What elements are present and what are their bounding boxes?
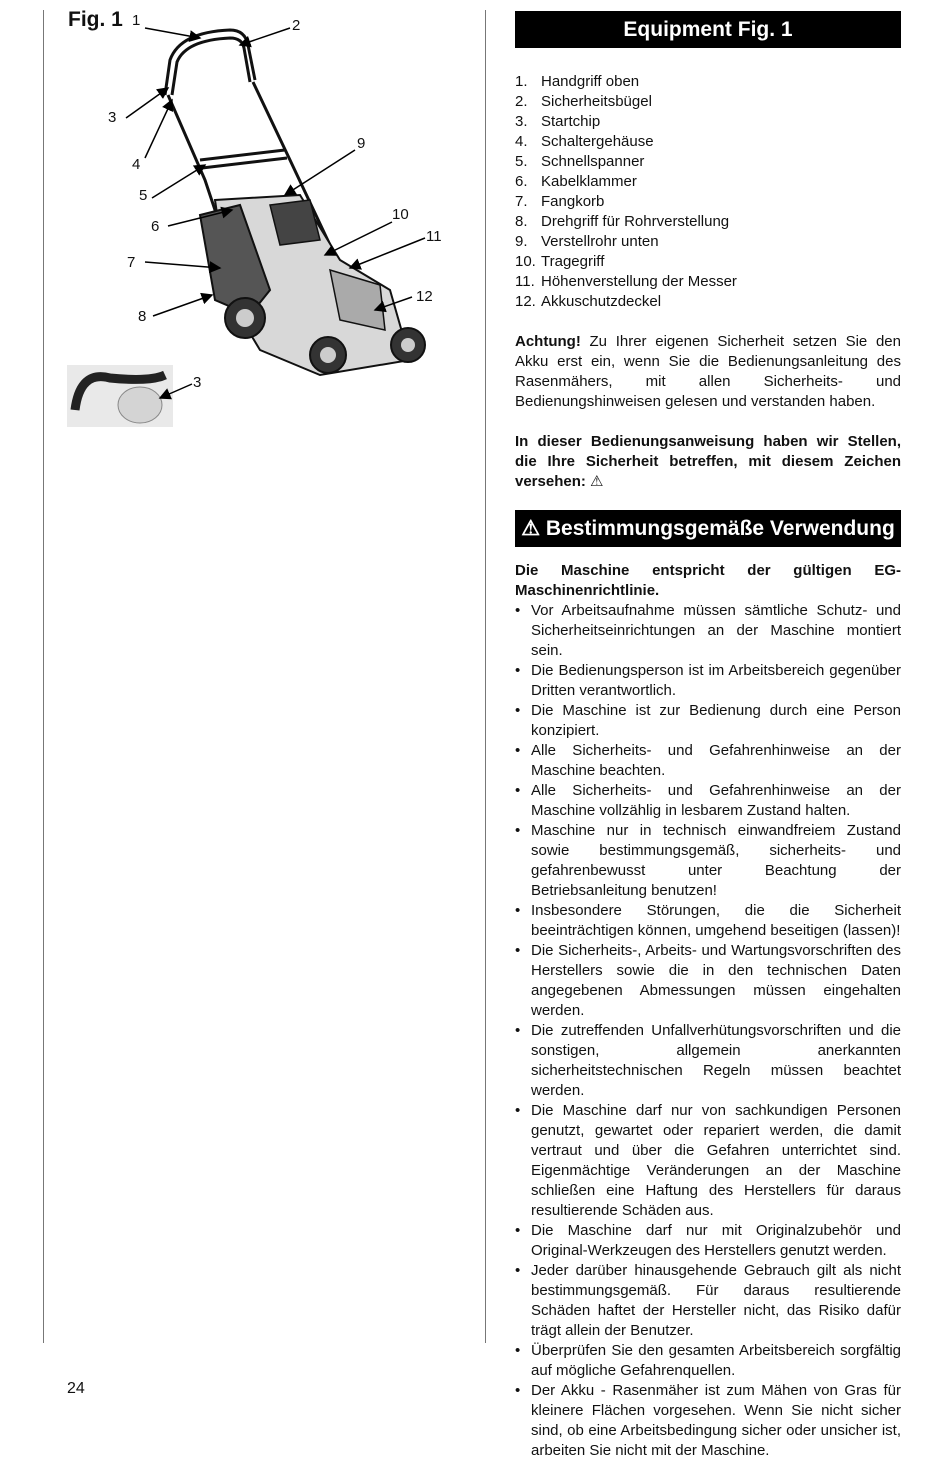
list-item: • Überprüfen Sie den gesamten Arbeitsbereich sorgfältig auf mögliche Gefahrenquellen.: [515, 1341, 901, 1381]
intended-use-section: [515, 510, 901, 1461]
callout-10: 10: [392, 206, 409, 223]
page-number: 24: [67, 1380, 85, 1397]
callout-2: 2: [292, 17, 301, 34]
list-item: 7. Fangkorb: [515, 193, 605, 210]
list-item: • Die Maschine ist zur Bedienung durch eine Person konzipiert.: [515, 701, 901, 741]
list-item: 4. Schaltergehäuse: [515, 133, 654, 150]
callout-6: 6: [151, 218, 160, 235]
list-item: • Der Akku - Rasenmäher ist zum Mähen von Gras für kleinere Flächen vorgesehen. Wenn Sie nicht sicher sind, ob eine Arbeitsbedingung sicher oder unsicher ist, arbeiten Sie nicht mit der Maschine.: [515, 1381, 901, 1461]
column-divider-rule: [485, 10, 486, 1343]
callout-7: 7: [127, 254, 136, 271]
list-item: 12. Akkuschutzdeckel: [515, 293, 662, 310]
list-item: 10. Tragegriff: [515, 253, 605, 270]
list-item: 1. Handgriff oben: [515, 73, 640, 90]
callout-5: 5: [139, 187, 148, 204]
callout-9: 9: [357, 135, 366, 152]
list-item: • Die Maschine darf nur von sachkundigen Personen genutzt, gewartet oder repariert werden, die damit vertraut und über die Gefahren unterrichtet sind. Eigenmächtige Veränderungen an der Maschine schließen eine Haftung des Herstellers für daraus resultierende Schäden aus.: [515, 1101, 901, 1221]
list-item: 5. Schnellspanner: [515, 153, 645, 170]
list-item: • Die zutreffenden Unfallverhütungsvorschriften und die sonstigen, allgemein anerkannten sicherheitstechnischen Regeln müssen beachtet werden.: [515, 1021, 901, 1101]
warning-note: In dieser Bedienungsanweisung haben wir Stellen, die Ihre Sicherheit betreffen, mit diesem Zeichen versehen: ⚠: [515, 433, 901, 490]
intended-use-intro: Die Maschine entspricht der gültigen EG-Maschinenrichtlinie.: [515, 562, 901, 599]
callout-8: 8: [138, 308, 147, 325]
callout-12: 12: [416, 288, 433, 305]
list-item: • Alle Sicherheits- und Gefahrenhinweise an der Maschine vollzählig in lesbarem Zustand halten.: [515, 781, 901, 821]
list-item: 6. Kabelklammer: [515, 173, 637, 190]
callout-11: 11: [426, 228, 442, 245]
list-item: • Die Bedienungsperson ist im Arbeitsbereich gegenüber Dritten verantwortlich.: [515, 661, 901, 701]
list-item: • Jeder darüber hinausgehende Gebrauch gilt als nicht bestimmungsgemäß. Für daraus resultierende Schäden haftet der Hersteller nicht, das Risiko dafür trägt allein der Benutzer.: [515, 1261, 901, 1341]
callout-4: 4: [132, 156, 141, 173]
equipment-list: [515, 72, 901, 312]
list-item: 8. Drehgriff für Rohrverstellung: [515, 213, 730, 230]
intended-use-header: ⚠ Bestimmungsgemäße Verwendung: [515, 510, 901, 547]
callout-1: 1: [132, 12, 141, 29]
list-item: • Insbesondere Störungen, die die Sicherheit beeinträchtigen können, umgehend beseitigen (lassen)!: [515, 901, 901, 941]
callout-3-chip: 3: [193, 374, 202, 391]
list-item: • Maschine nur in technisch einwandfreiem Zustand sowie bestimmungsgemäß, sicherheits- und gefahrenbewusst unter Beachtung der Betriebsanleitung benutzen!: [515, 821, 901, 901]
list-item: • Die Sicherheits-, Arbeits- und Wartungsvorschriften des Herstellers sowie die in den technischen Daten angegebenen Abmessungen müssen eingehalten werden.: [515, 941, 901, 1021]
list-item: • Alle Sicherheits- und Gefahrenhinweise an der Maschine beachten.: [515, 741, 901, 781]
list-item: • Vor Arbeitsaufnahme müssen sämtliche Schutz- und Sicherheitseinrichtungen an der Maschine montiert sein.: [515, 601, 901, 661]
figure-title: Fig. 1: [68, 8, 123, 31]
attention-paragraph: Achtung! Zu Ihrer eigenen Sicherheit setzen Sie den Akku erst ein, wenn Sie die Bedienungsanleitung des Rasenmähers, mit allen Sicherheits- und Bedienungshinweisen gelesen und verstanden haben.: [515, 333, 901, 410]
equipment-section: [515, 11, 901, 492]
list-item: 9. Verstellrohr unten: [515, 233, 659, 250]
list-item: 2. Sicherheitsbügel: [515, 93, 652, 110]
list-item: 3. Startchip: [515, 113, 601, 130]
callout-3: 3: [108, 109, 117, 126]
equipment-header: Equipment Fig. 1: [515, 11, 901, 48]
list-item: 11. Höhenverstellung der Messer: [515, 273, 737, 290]
rules-list: [515, 601, 901, 1461]
list-item: • Die Maschine darf nur mit Originalzubehör und Original-Werkzeugen des Herstellers genutzt werden.: [515, 1221, 901, 1261]
